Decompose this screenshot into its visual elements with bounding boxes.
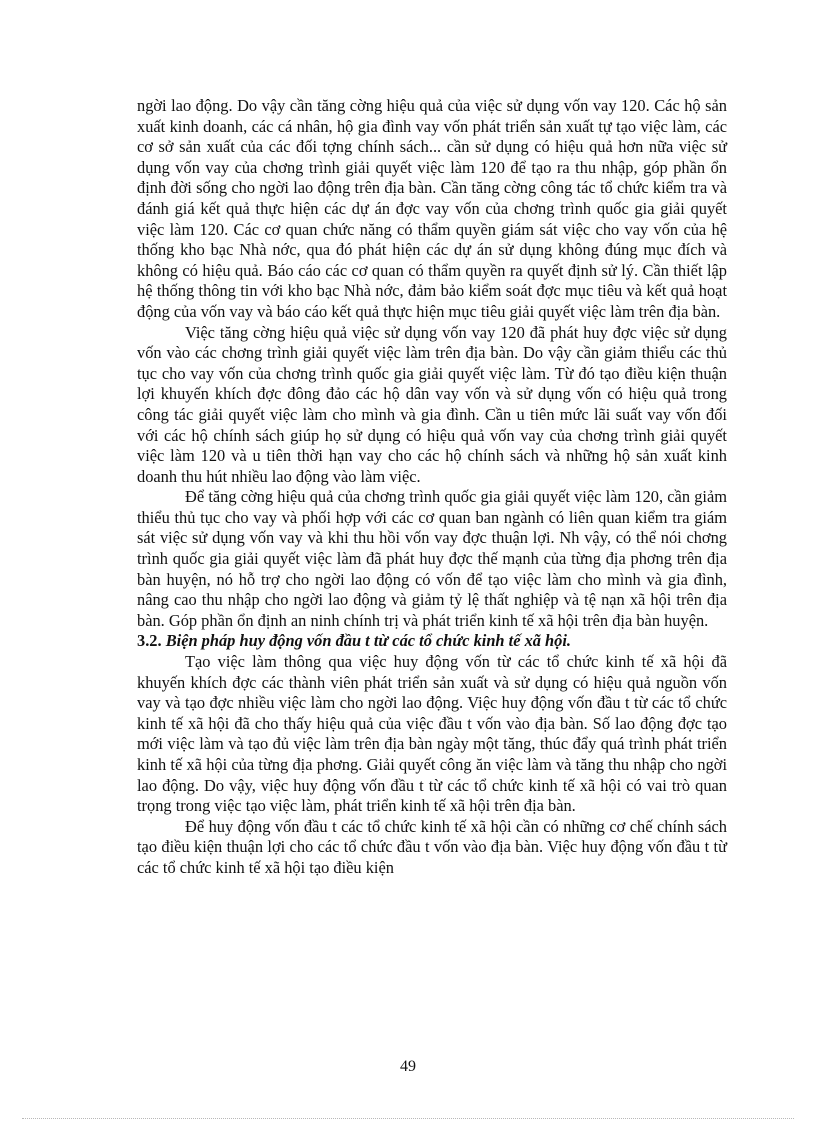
- page-number: 49: [400, 1058, 416, 1075]
- footer-dotted-rule: [22, 1118, 794, 1119]
- paragraph-1: ngời lao động. Do vậy cần tăng cờng hiệu quả của việc sử dụng vốn vay 120. Các hộ sản xuất kinh doanh, các cá nhân, hộ gia đình vay vốn phát triển sản xuất tự tạo việc làm, các cơ sở sản xuất của các đối tợng chính sách... cần sử dụng có hiệu quả hơn nữa việc sử dụng vốn vay của chơng trình giải quyết việc làm 120 để tạo ra thu nhập, góp phần ổn định đời sống cho ngời lao động trên địa bàn. Cần tăng cờng công tác tổ chức kiểm tra và đánh giá kết quả thực hiện các dự án đợc vay vốn của chơng trình quốc gia giải quyết việc làm 120. Các cơ quan chức năng có thẩm quyền giám sát việc cho vay vốn của hệ thống kho bạc Nhà nớc, qua đó phát hiện các dự án sử dụng không đúng mục đích và không có hiệu quả. Báo cáo các cơ quan có thẩm quyền ra quyết định sử lý. Cần thiết lập hệ thống thông tin với kho bạc Nhà nớc, đảm bảo kiểm soát đợc mục tiêu và kết quả hoạt động của vốn vay và báo cáo kết quả thực hiện mục tiêu giải quyết việc làm trên địa bàn.: [137, 96, 727, 321]
- paragraph-2: Việc tăng cờng hiệu quả việc sử dụng vốn vay 120 đã phát huy đợc việc sử dụng vốn vào các chơng trình giải quyết việc làm trên địa bàn. Do vậy cần giảm thiểu các thủ tục cho vay vốn của chơng trình quốc gia giải quyết việc làm. Từ đó tạo điều kiện thuận lợi khuyến khích đợc đông đảo các hộ dân vay vốn và sử dụng vốn có hiệu quả trong công tác giải quyết việc làm cho mình và gia đình. Cần u tiên mức lãi suất vay vốn đối với các hộ chính sách giúp họ sử dụng có hiệu quả vốn vay của chơng trình giải quyết việc làm 120 và u tiên thời hạn vay cho các hộ chính sách và những hộ sản xuất kinh doanh thu hút nhiều lao động vào làm việc.: [137, 322, 727, 486]
- paragraph-4: Tạo việc làm thông qua việc huy động vốn từ các tổ chức kinh tế xã hội đã khuyến khích đợc các thành viên phát triển sản xuất và sử dụng có hiệu quả nguồn vốn vay và tạo đợc nhiều việc làm cho ngời lao động. Việc huy động vốn đầu t từ các tổ chức kinh tế xã hội đã cho thấy hiệu quả của việc đầu t vốn vào địa bàn. Số lao động đợc tạo mới việc làm và tạo đủ việc làm trên địa bàn ngày một tăng, thúc đẩy quá trình phát triển kinh tế xã hội của từng địa phơng. Giải quyết công ăn việc làm và tăng thu nhập cho ngời lao động. Do vậy, việc huy động vốn đầu t từ các tổ chức kinh tế xã hội có vai trò quan trọng trong việc tạo việc làm, phát triển kinh tế xã hội trên địa bàn.: [137, 652, 727, 816]
- paragraph-5: Để huy động vốn đầu t các tổ chức kinh tế xã hội cần có những cơ chế chính sách tạo điều kiện thuận lợi cho các tổ chức đầu t vốn vào địa bàn. Việc huy động vốn đầu t từ các tổ chức kinh tế xã hội tạo điều kiện: [137, 816, 727, 877]
- section-heading: [137, 631, 727, 652]
- body-text: [137, 96, 727, 879]
- paragraph-3: Để tăng cờng hiệu quả của chơng trình quốc gia giải quyết việc làm 120, cần giảm thiểu thủ tục cho vay và phối hợp với các cơ quan ban ngành có liên quan kiểm tra giám sát việc sử dụng vốn vay và khi thu hồi vốn vay đợc thuận lợi. Nh vậy, có thể nói chơng trình quốc gia giải quyết việc làm đã phát huy đợc thế mạnh của từng địa phơng trên địa bàn huyện, nó hỗ trợ cho ngời lao động có vốn để tạo việc làm cho mình và gia đình, nâng cao thu nhập cho ngời lao động và giảm tỷ lệ thất nghiệp và tệ nạn xã hội trên địa bàn. Góp phần ổn định an ninh chính trị và phát triển kinh tế xã hội trên địa bàn huyện.: [137, 487, 727, 630]
- section-number: 3.2.: [137, 631, 162, 651]
- section-title: Biện pháp huy động vốn đầu t từ các tổ chức kinh tế xã hội.: [165, 631, 572, 651]
